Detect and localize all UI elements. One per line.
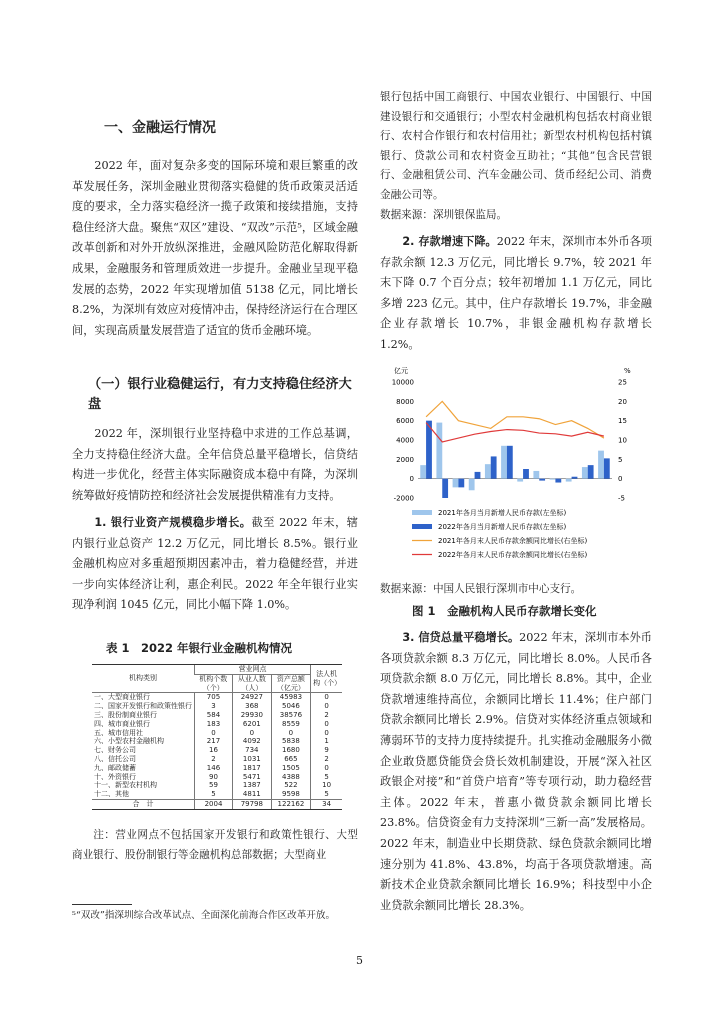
th-legal: 法人机构（个）	[311, 665, 342, 693]
cell-value: 665	[271, 755, 310, 764]
left-tick-label: 2000	[396, 455, 414, 464]
th-staff: 从业人数（人）	[232, 674, 271, 693]
cell-value: 584	[195, 711, 233, 720]
cell-value: 4388	[271, 773, 310, 782]
cell-total: 122162	[271, 799, 310, 809]
table-row	[92, 790, 342, 799]
right-tick-label: 5	[618, 455, 623, 464]
cell-value: 2	[311, 755, 342, 764]
bar-mark	[507, 446, 513, 479]
th-assets: 资产总额（亿元）	[271, 674, 310, 693]
right-tick-label: 20	[618, 397, 627, 406]
cell-value: 705	[195, 693, 233, 702]
bar-mark	[582, 467, 588, 479]
cell-value: 4811	[232, 790, 271, 799]
cell-type: 一、大型商业银行	[94, 693, 150, 702]
table-row	[92, 711, 342, 720]
cell-value: 1387	[232, 781, 271, 790]
cell-value: 10	[311, 781, 342, 790]
cell-value: 29930	[232, 711, 271, 720]
subsection-title: （一）银行业稳健运行，有力支持稳住经济大盘	[88, 377, 352, 412]
section-title: 一、金融运行情况	[104, 120, 216, 136]
right-tick-label: -5	[618, 494, 625, 503]
footnote-divider	[72, 904, 132, 905]
cell-value: 5838	[271, 737, 310, 746]
legend-label: 2021年各月末人民币存款余额同比增长(右坐标)	[438, 537, 588, 545]
bar-mark	[501, 446, 507, 479]
table-note-start	[72, 826, 358, 865]
data-source-2: 数据来源：中国人民银行深圳市中心支行。	[380, 583, 582, 595]
paragraph-1-text: 截至 2022 年末，辖内银行业总资产 12.2 万亿元，同比增长 8.5%。银行业金融机构应对多重超预期因素冲击，着力稳健经营，并进一步向实体经济让利，惠企利民。2022 年全年银行业实现净利润 1045 亿元，同比小幅下降 1.0%。	[72, 516, 358, 612]
cell-value: 16	[195, 746, 233, 755]
cell-value: 24927	[232, 693, 271, 702]
intro-paragraph: 2022 年，面对复杂多变的国际环境和艰巨繁重的改革发展任务，深圳金融业贯彻落实稳健的货币政策灵活适度的要求，全力落实稳经济一揽子政策和接续措施，支持稳住经济大盘。聚焦“双区”建设、“双改”示范⁵，区域金融改革创新和对外开放纵深推进，金融风险防范化解取得新成果，金融服务和管理质效进一步提升。金融业呈现平稳发展的态势，2022 年实现增加值 5138 亿元，同比增长 8.2%，为深圳有效应对疫情冲击，保持经济运行在合理区间，实现高质量发展营造了适宜的货币金融环境。	[72, 159, 358, 337]
cell-value: 1031	[232, 755, 271, 764]
cell-value: 5471	[232, 773, 271, 782]
cell-type: 四、城市商业银行	[94, 719, 150, 728]
cell-value: 0	[232, 729, 271, 738]
cell-value: 5	[195, 790, 233, 799]
figure-1	[380, 360, 652, 580]
cell-value: 3	[195, 702, 233, 711]
table-note-text: 注：营业网点不包括国家开发银行和政策性银行、大型商业银行、股份制银行等金融机构总部数据；大型商业	[72, 829, 358, 861]
legend-label: 2021年各月当月新增人民币存款(左坐标)	[438, 509, 567, 517]
subsection-paragraph: 2022 年，深圳银行业坚持稳中求进的工作总基调，全力支持稳住经济大盘。全年信贷总量平稳增长，信贷结构进一步优化，经营主体实际融资成本稳中有降，为深圳统筹做好疫情防控和经济社会发展提供精准有力支持。	[72, 427, 358, 502]
bar-mark	[533, 471, 539, 479]
bar-mark	[550, 479, 556, 480]
th-network: 营业网点	[195, 665, 311, 675]
cell-value: 368	[232, 702, 271, 711]
cell-value: 59	[195, 781, 233, 790]
left-tick-label: 8000	[396, 397, 414, 406]
paragraph-1-lead: 1. 银行业资产规模稳步增长。	[94, 516, 252, 529]
cell-value: 0	[311, 764, 342, 773]
legend-label: 2022年各月当月新增人民币存款(左坐标)	[438, 523, 567, 531]
table-row	[92, 764, 342, 773]
cell-type: 五、城市信用社	[94, 728, 143, 737]
left-tick-label: 10000	[391, 378, 414, 387]
cell-value: 2	[195, 755, 233, 764]
right-tick-label: 15	[618, 417, 627, 426]
cell-value: 1	[311, 737, 342, 746]
cell-value: 5046	[271, 702, 310, 711]
right-axis-label: %	[624, 367, 631, 375]
left-tick-label: 0	[409, 475, 414, 484]
bar-mark	[572, 477, 578, 479]
cell-value: 8559	[271, 720, 310, 729]
table-row	[92, 720, 342, 729]
table-row	[92, 755, 342, 764]
bar-mark	[420, 465, 426, 479]
table-total-row	[92, 799, 342, 809]
cell-value: 734	[232, 746, 271, 755]
paragraph-2	[380, 232, 652, 356]
paragraph-3-lead: 3. 信贷总量平稳增长。	[402, 631, 520, 644]
cell-value: 1505	[271, 764, 310, 773]
cell-type: 二、国家开发银行和政策性银行	[94, 702, 192, 711]
cell-value: 183	[195, 720, 233, 729]
bar-mark	[566, 479, 572, 482]
bar-mark	[475, 472, 481, 479]
cell-total: 79798	[232, 799, 271, 809]
figure-1-caption: 图 1 金融机构人民币存款增长变化	[412, 604, 597, 618]
bar-mark	[453, 479, 459, 488]
left-tick-label: 4000	[396, 436, 414, 445]
left-tick-label: 6000	[396, 417, 414, 426]
legend-swatch	[412, 510, 432, 515]
cell-value: 45983	[271, 693, 310, 702]
table-row	[92, 737, 342, 746]
bar-mark	[588, 465, 594, 479]
cell-value: 1817	[232, 764, 271, 773]
bar-mark	[555, 479, 561, 483]
bar-mark	[436, 423, 442, 479]
cell-value: 0	[311, 720, 342, 729]
cell-value: 9	[311, 746, 342, 755]
th-count: 机构个数（个）	[195, 674, 233, 693]
legend-swatch	[412, 524, 432, 529]
table-note-continued: 银行包括中国工商银行、中国农业银行、中国银行、中国建设银行和交通银行；小型农村金融机构包括农村商业银行、农村合作银行和农村信用社；新型农村机构包括村镇银行、贷款公司和农村资金互助社；“其他”包含民营银行、金融租赁公司、汽车金融公司、货币经纪公司、消费金融公司等。	[380, 91, 652, 201]
bar-mark	[539, 479, 545, 481]
cell-value: 2	[311, 711, 342, 720]
cell-type: 十、外资银行	[94, 772, 136, 781]
paragraph-3	[380, 628, 652, 916]
cell-total: 合 计	[92, 799, 195, 809]
table-row	[92, 746, 342, 755]
table-row	[92, 693, 342, 702]
cell-total: 2004	[195, 799, 233, 809]
cell-type: 六、小型农村金融机构	[94, 737, 164, 746]
cell-value: 6201	[232, 720, 271, 729]
left-axis-label: 亿元	[394, 367, 408, 375]
cell-type: 九、邮政储蓄	[94, 763, 136, 772]
cell-type: 三、股份制商业银行	[94, 710, 157, 719]
cell-type: 七、财务公司	[94, 746, 136, 755]
table-1	[92, 664, 342, 810]
cell-value: 0	[195, 729, 233, 738]
right-tick-label: 0	[618, 475, 623, 484]
right-tick-label: 10	[618, 436, 627, 445]
cell-value: 1680	[271, 746, 310, 755]
bar-mark	[458, 479, 464, 488]
left-tick-label: -2000	[393, 494, 414, 503]
data-source-1: 数据来源：深圳银保监局。	[380, 209, 508, 221]
table-row	[92, 781, 342, 790]
cell-value: 522	[271, 781, 310, 790]
cell-type: 八、信托公司	[94, 754, 136, 763]
cell-value: 217	[195, 737, 233, 746]
cell-type: 十二、其他	[94, 790, 129, 799]
bar-mark	[598, 451, 604, 479]
paragraph-2-text: 2022 年末，深圳市本外币各项存款余额 12.3 万亿元，同比增长 9.7%，较 2021 年末下降 0.7 个百分点；较年初增加 1.1 万亿元，同比多增 223 亿元。其中，住户存款增长 19.7%，非金融企业存款增长 10.7%，非银金融机构存款增长 1.2%。	[380, 235, 652, 351]
bar-mark	[517, 479, 523, 482]
legend-label: 2022年各月末人民币存款余额同比增长(右坐标)	[438, 551, 588, 559]
cell-total: 34	[311, 799, 342, 809]
cell-type: 十一、新型农村机构	[94, 781, 157, 790]
bar-mark	[491, 456, 497, 478]
page-number: 5	[356, 954, 363, 967]
table-1-caption: 表 1 2022 年银行业金融机构情况	[106, 641, 293, 655]
th-type: 机构类别	[92, 665, 195, 693]
paragraph-3-text: 2022 年末，深圳市本外币各项贷款余额 8.3 万亿元，同比增长 8.0%。人民币各项贷款余额 8.0 万亿元，同比增长 8.8%。其中，企业贷款增速维持高位，余额同比增长 11.4%；住户部门贷款余额同比增长 2.9%。信贷对实体经济重点领域和薄弱环节的支持力度持续提升。扎实推动金融服务小微企业敢贷愿贷能贷会贷长效机制建设，开展“深入社区政银企对接”和“首贷户培育”等专项行动，助力稳经营主体。2022 年末，普惠小微贷款余额同比增长 23.8%。信贷资金有力支持深圳“三新一高”发展格局。2022 年末，制造业中长期贷款、绿色贷款余额同比增速分别为 41.8%、43.8%，均高于各项贷款增速。高新技术企业贷款余额同比增长 16.9%；科技型中小企业贷款余额同比增长 28.3%。	[380, 631, 652, 912]
cell-value: 146	[195, 764, 233, 773]
right-tick-label: 25	[618, 378, 627, 387]
table-row	[92, 702, 342, 711]
cell-value: 90	[195, 773, 233, 782]
cell-value: 0	[311, 729, 342, 738]
bar-mark	[469, 479, 475, 491]
cell-value: 38576	[271, 711, 310, 720]
cell-value: 0	[311, 702, 342, 711]
cell-value: 9598	[271, 790, 310, 799]
cell-value: 4092	[232, 737, 271, 746]
cell-value: 0	[311, 693, 342, 702]
series-line	[426, 401, 604, 438]
cell-value: 5	[311, 790, 342, 799]
cell-value: 0	[271, 729, 310, 738]
bar-mark	[442, 479, 448, 498]
bar-mark	[604, 458, 610, 478]
paragraph-2-lead: 2. 存款增速下降。	[402, 235, 497, 248]
cell-value: 5	[311, 773, 342, 782]
paragraph-1	[72, 513, 358, 616]
bar-mark	[523, 469, 529, 479]
series-line	[426, 423, 604, 442]
deposit-chart	[380, 360, 652, 580]
footnote: ⁵“双改”指深圳综合改革试点、全面深化前海合作区改革开放。	[72, 910, 336, 921]
bar-mark	[485, 464, 491, 479]
